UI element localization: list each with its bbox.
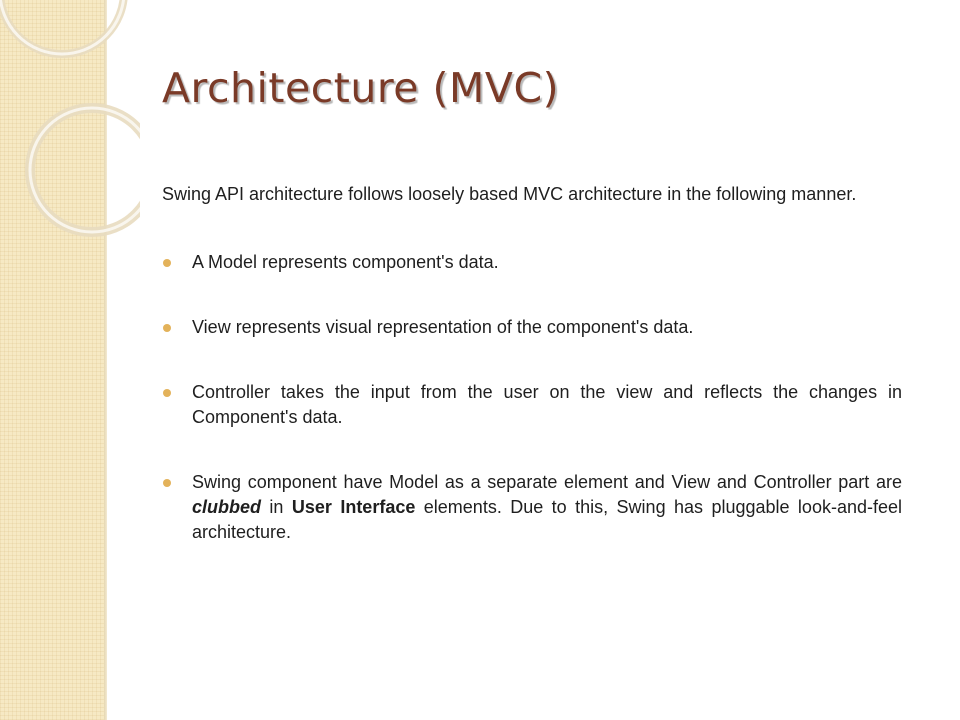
bullet-text-rich [192,470,902,545]
bullet-item [162,380,902,430]
bullet-text: View represents visual representation of the component's data. [192,317,694,337]
bullet-dot-icon [163,259,171,267]
bullet-dot-icon [163,479,171,487]
bullet-item [162,250,902,275]
bullet-item [162,315,902,340]
strong-user-interface: User Interface [291,497,416,517]
bullet-text-part: elements. Due to this, Swing has pluggable look-and-feel architecture. [192,497,902,542]
decorative-circles [0,0,140,300]
bullet-text: A Model represents component's data. [192,252,499,272]
bullet-item [162,470,902,545]
bullet-dot-icon [163,389,171,397]
intro-text: Swing API architecture follows loosely based MVC architecture in the following manner. [162,184,857,204]
slide-title: Architecture (MVC) [162,64,560,112]
bullet-text-part: in [261,497,292,517]
emphasis-clubbed: clubbed [192,497,262,517]
bullet-dot-icon [163,324,171,332]
bullet-text-part: Swing component have Model as a separate element and View and Controller part are [192,472,902,492]
bullet-list [162,250,902,585]
bullet-text: Controller takes the input from the user on the view and reflects the changes in Component's data. [192,382,902,427]
